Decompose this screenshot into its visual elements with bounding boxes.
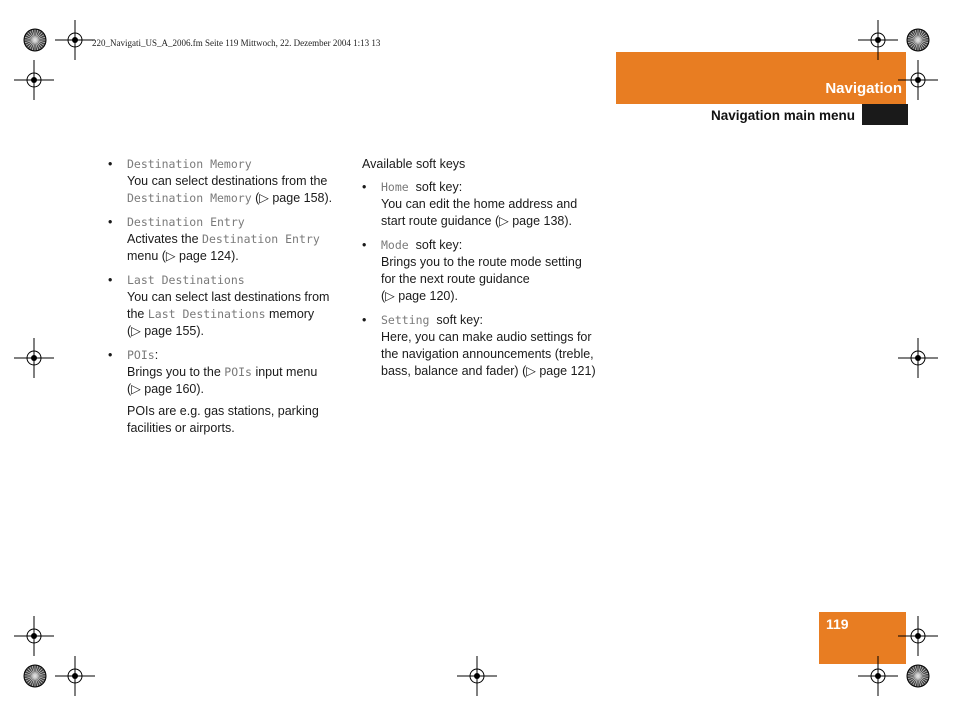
list-item: [108, 272, 353, 340]
item-text-line: [127, 231, 353, 248]
page-number: 119: [826, 616, 849, 632]
item-text: start route guidance (▷ page 138).: [381, 214, 572, 228]
item-term-ref: POIs: [224, 365, 252, 379]
item-text-line: [127, 323, 353, 340]
item-text-line: [127, 190, 353, 207]
item-term-line: [381, 237, 612, 254]
item-note-line: POIs are e.g. gas stations, parking: [127, 404, 319, 418]
item-text: Activates the: [127, 232, 203, 246]
item-term: Last Destinations: [127, 273, 245, 287]
list-item: [362, 179, 612, 230]
item-term-line: [381, 312, 612, 329]
list-item: [108, 214, 353, 265]
list-item: [108, 347, 353, 437]
item-text-line: [381, 213, 612, 230]
crosshair-icon: [14, 616, 54, 656]
list-item: [108, 156, 353, 207]
item-text-line: [381, 288, 612, 305]
subsection-marker: [862, 104, 908, 125]
item-text: input menu: [251, 365, 318, 379]
item-text-line: [381, 196, 612, 213]
item-term: POIs: [127, 348, 155, 362]
crosshair-icon: [898, 616, 938, 656]
item-text: menu (▷ page 124).: [127, 249, 239, 263]
item-text-line: [127, 381, 353, 398]
item-term-line: [127, 272, 353, 289]
bullet-icon: •: [362, 313, 367, 327]
item-text: You can edit the home address and: [381, 197, 578, 211]
soft-keys-list: [362, 179, 612, 380]
item-term-suffix: :: [154, 348, 159, 362]
item-text-line: [381, 329, 612, 346]
bullet-icon: •: [362, 180, 367, 194]
left-column: [108, 156, 353, 444]
item-term-suffix: soft key:: [429, 313, 483, 327]
print-header: 220_Navigati_US_A_2006.fm Seite 119 Mittwoch, 22. Dezember 2004 1:13 13: [92, 38, 381, 48]
item-text-line: [381, 346, 612, 363]
item-text-line: [381, 363, 612, 380]
item-text: Here, you can make audio settings for: [381, 330, 592, 344]
item-term-ref: Destination Entry: [202, 232, 320, 246]
bullet-icon: •: [108, 215, 113, 229]
item-text: for the next route guidance: [381, 272, 530, 286]
item-note: [127, 403, 353, 437]
item-text-line: [127, 289, 353, 306]
item-term-line: [127, 156, 353, 173]
item-term: Home: [381, 180, 409, 194]
item-text: Brings you to the route mode setting: [381, 255, 582, 269]
item-term-line: [381, 179, 612, 196]
bullet-icon: •: [362, 238, 367, 252]
soft-keys-intro: Available soft keys: [362, 157, 466, 171]
item-text: You can select last destinations from: [127, 290, 330, 304]
item-text: the navigation announcements (treble,: [381, 347, 594, 361]
item-term-line: [127, 214, 353, 231]
subsection-title: Navigation main menu: [710, 108, 855, 123]
list-item: [362, 312, 612, 380]
item-text-line: [127, 306, 353, 323]
crosshair-icon: [14, 338, 54, 378]
item-text: (▷ page 155).: [127, 324, 205, 338]
crosshair-icon: [898, 60, 938, 100]
item-text: (▷ page 160).: [127, 382, 205, 396]
item-text-line: [127, 248, 353, 265]
starburst-icon: [906, 664, 930, 688]
item-term: Destination Entry: [127, 215, 245, 229]
right-column: [362, 156, 612, 387]
crosshair-icon: [14, 60, 54, 100]
item-text-line: [127, 364, 353, 381]
item-term-line: [127, 347, 353, 364]
item-text: You can select destinations from the: [127, 174, 328, 188]
crosshair-icon: [55, 20, 95, 60]
crosshair-icon: [858, 20, 898, 60]
item-text: (▷ page 120).: [381, 289, 459, 303]
bullet-icon: •: [108, 348, 113, 362]
item-text: memory: [265, 307, 315, 321]
bullet-icon: •: [108, 157, 113, 171]
item-term: Mode: [381, 238, 409, 252]
item-text-line: [127, 173, 353, 190]
item-text: Brings you to the: [127, 365, 225, 379]
item-text: the: [127, 307, 148, 321]
item-term-ref: Last Destinations: [147, 307, 266, 321]
starburst-icon: [23, 664, 47, 688]
list-item: [362, 237, 612, 305]
item-term: Setting: [381, 313, 430, 327]
starburst-icon: [23, 28, 47, 52]
crosshair-icon: [457, 656, 497, 696]
section-title: Navigation: [825, 80, 902, 97]
item-text-line: [381, 254, 612, 271]
item-note-line: facilities or airports.: [127, 421, 235, 435]
item-text: (▷ page 158).: [251, 191, 333, 205]
item-text: bass, balance and fader) (▷ page 121): [381, 364, 596, 378]
item-term-suffix: soft key:: [408, 180, 463, 194]
crosshair-icon: [898, 338, 938, 378]
crosshair-icon: [858, 656, 898, 696]
bullet-icon: •: [108, 273, 113, 287]
item-term-suffix: soft key:: [408, 238, 463, 252]
starburst-icon: [906, 28, 930, 52]
item-text-line: [381, 271, 612, 288]
crosshair-icon: [55, 656, 95, 696]
item-term: Destination Memory: [127, 157, 252, 171]
item-term-ref: Destination Memory: [127, 191, 252, 205]
